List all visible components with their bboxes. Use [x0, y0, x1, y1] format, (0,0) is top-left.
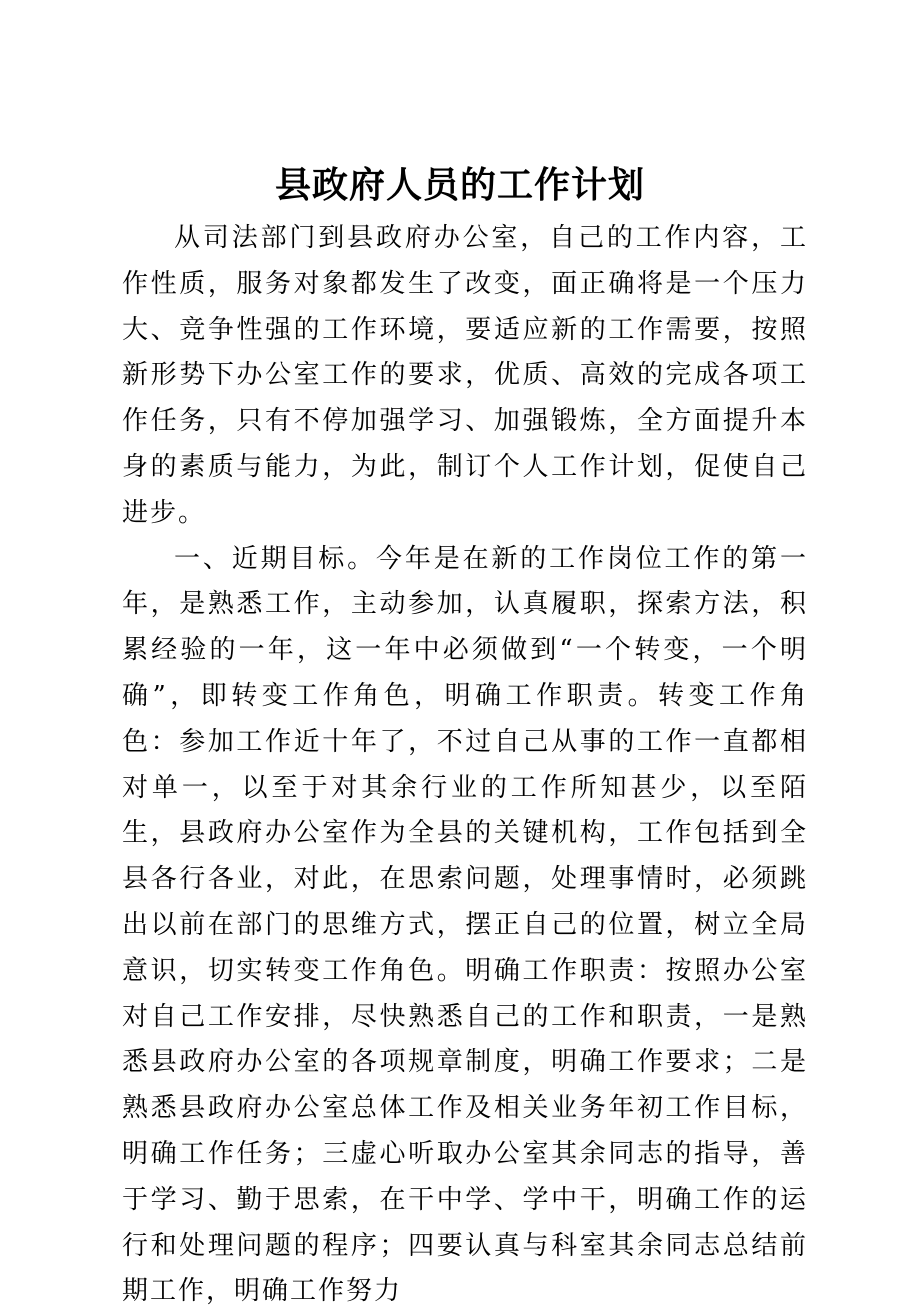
paragraph-intro: 从司法部门到县政府办公室，自己的工作内容，工作性质，服务对象都发生了改变，面正确将是一个压力大、竞争性强的工作环境，要适应新的工作需要，按照新形势下办公室工作的要求，优质、高效的完成各项工作任务，只有不停加强学习、加强锻炼，全方面提升本身的素质与能力，为此，制订个人工作计划，促使自己进步。	[122, 223, 808, 528]
document-body	[122, 216, 808, 1315]
document-title: 县政府人员的工作计划	[274, 164, 645, 206]
paragraph-near-term-goals: 一、近期目标。今年是在新的工作岗位工作的第一年，是熟悉工作，主动参加，认真履职，探索方法，积累经验的一年，这一年中必须做到“一个转变，一个明确”，即转变工作角色，明确工作职责。转变工作角色：参加工作近十年了，不过自己从事的工作一直都相对单一，以至于对其余行业的工作所知甚少，以至陌生，县政府办公室作为全县的关键机构，工作包括到全县各行各业，对此，在思索问题，处理事情时，必须跳出以前在部门的思维方式，摆正自己的位置，树立全局意识，切实转变工作角色。明确工作职责：按照办公室对自己工作安排，尽快熟悉自己的工作和职责，一是熟悉县政府办公室的各项规章制度，明确工作要求；二是熟悉县政府办公室总体工作及相关业务年初工作目标，明确工作任务；三虚心听取办公室其余同志的指导，善于学习、勤于思索，在干中学、学中干，明确工作的运行和处理问题的程序；四要认真与科室其余同志总结前期工作，明确工作努力	[122, 543, 808, 1307]
